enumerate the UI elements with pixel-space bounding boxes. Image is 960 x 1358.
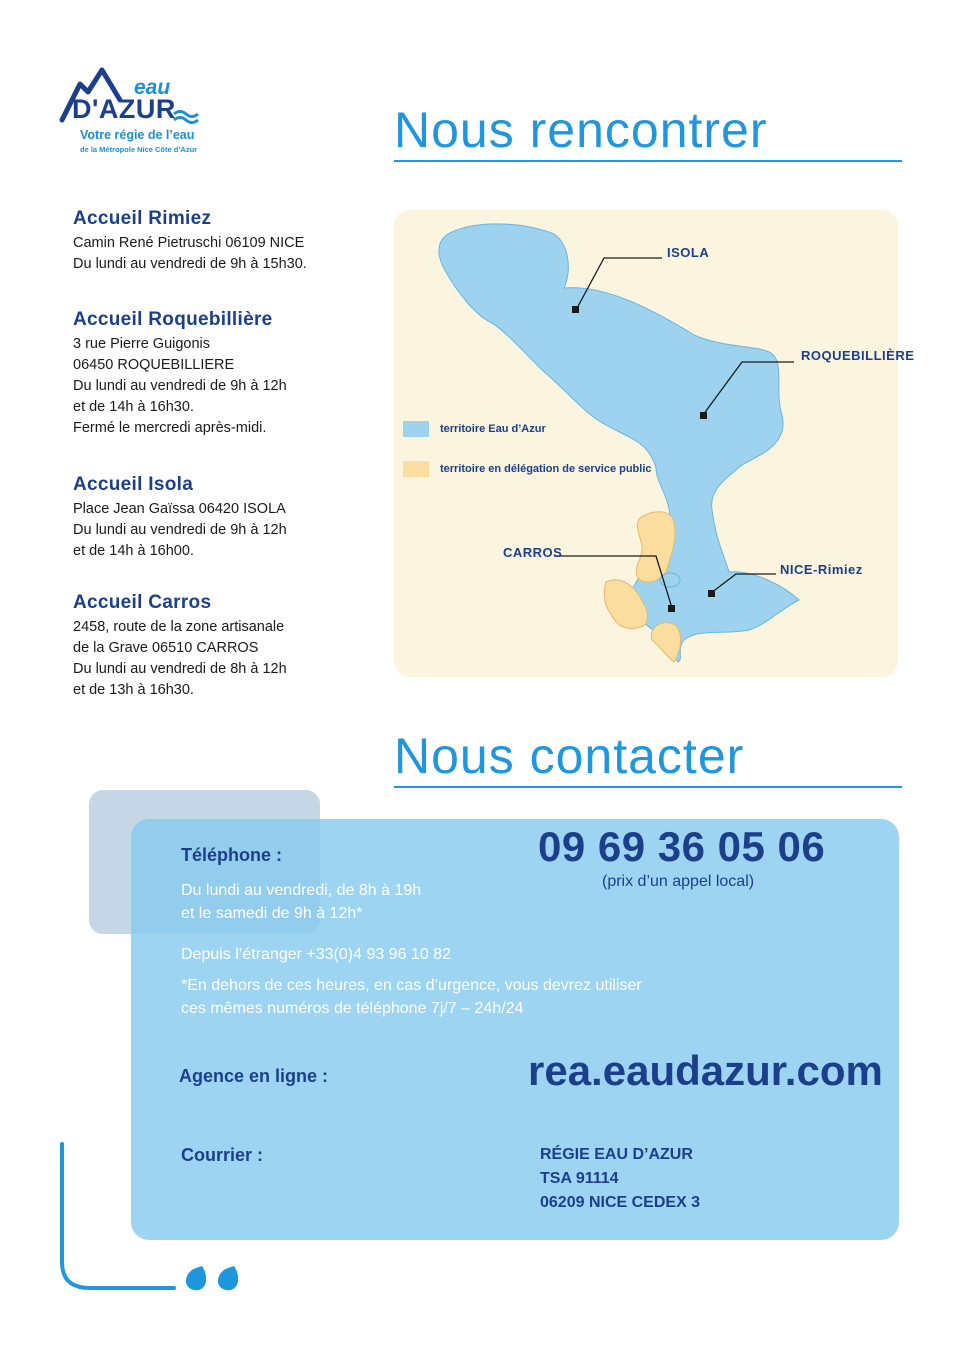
office-name: Accueil Carros — [73, 592, 212, 613]
office-line: Du lundi au vendredi de 9h à 12h — [73, 378, 287, 394]
abroad-phone: Depuis l’étranger +33(0)4 93 96 10 82 — [181, 946, 451, 963]
map-label-roquebilliere: ROQUEBILLIÈRE — [801, 348, 915, 363]
legend-label-delegation: territoire en délégation de service public — [440, 463, 652, 475]
website-link[interactable]: rea.eaudazur.com — [528, 1047, 883, 1094]
bottom-decoration — [56, 1140, 256, 1300]
territory-map — [394, 210, 915, 677]
delegation-territory-south — [651, 623, 680, 662]
office-line: Camin René Pietruschi 06109 NICE — [73, 235, 305, 251]
legend-swatch-delegation — [403, 461, 429, 477]
roquebilliere-marker — [700, 412, 707, 419]
logo — [58, 62, 218, 162]
office-line: Du lundi au vendredi de 9h à 15h30. — [73, 256, 307, 272]
office-line: Du lundi au vendredi de 9h à 12h — [73, 522, 287, 538]
carros-marker — [668, 605, 675, 612]
emergency-line-2: ces mêmes numéros de téléphone 7j/7 – 24h/24 — [181, 1000, 524, 1017]
address-line-2: TSA 91114 — [540, 1170, 619, 1187]
online-agency-label: Agence en ligne : — [179, 1066, 329, 1086]
office-line: Fermé le mercredi après-midi. — [73, 420, 267, 436]
office-roquebilliere — [73, 309, 373, 439]
nice-marker — [708, 590, 715, 597]
legend-label-eau: territoire Eau d’Azur — [440, 423, 546, 435]
address-line-1: RÉGIE EAU D’AZUR — [540, 1146, 693, 1163]
water-drop-icon — [186, 1266, 206, 1290]
office-isola — [73, 474, 373, 562]
corner-bracket-icon — [56, 1140, 256, 1300]
office-carros — [73, 592, 373, 701]
phone-note: (prix d’un appel local) — [602, 873, 755, 890]
office-line: et de 14h à 16h00. — [73, 543, 194, 559]
map-label-carros: CARROS — [503, 545, 563, 560]
section-title-contact: Nous contacter — [394, 728, 902, 788]
isola-marker — [572, 306, 579, 313]
section-title-meet: Nous rencontrer — [394, 102, 902, 162]
water-drop-icon — [218, 1266, 238, 1290]
office-name: Accueil Rimiez — [73, 208, 212, 229]
office-line: 3 rue Pierre Guigonis — [73, 336, 211, 352]
legend-swatch-eau — [403, 421, 429, 437]
mail-label: Courrier : — [181, 1145, 264, 1165]
phone-hours-line-1: Du lundi au vendredi, de 8h à 19h — [181, 882, 422, 899]
office-name: Accueil Roquebillière — [73, 309, 273, 330]
office-name: Accueil Isola — [73, 474, 194, 495]
office-line: Du lundi au vendredi de 8h à 12h — [73, 661, 287, 677]
logo-subtagline: de la Métropole Nice Côte d’Azur — [80, 145, 198, 154]
office-line: Place Jean Gaïssa 06420 ISOLA — [73, 501, 286, 517]
office-line: et de 13h à 16h30. — [73, 682, 194, 698]
office-line: de la Grave 06510 CARROS — [73, 640, 259, 656]
logo-brand-text: D'AZUR — [72, 94, 176, 124]
map-label-isola: ISOLA — [667, 245, 710, 260]
office-line: 2458, route de la zone artisanale — [73, 619, 285, 635]
phone-number-link[interactable]: 09 69 36 05 06 — [538, 823, 826, 870]
logo-tagline: Votre régie de l’eau — [80, 128, 195, 142]
office-rimiez — [73, 208, 373, 275]
emergency-line-1: *En dehors de ces heures, en cas d’urgence, vous devrez utiliser — [181, 977, 642, 994]
map-label-nice: NICE-Rimiez — [780, 562, 863, 577]
logo-eau-text: eau — [134, 76, 171, 99]
phone-label: Téléphone : — [181, 845, 283, 865]
office-line: 06450 ROQUEBILLIERE — [73, 357, 235, 373]
address-line-3: 06209 NICE CEDEX 3 — [540, 1194, 701, 1211]
territory-map-graphic — [394, 210, 898, 677]
phone-hours-line-2: et le samedi de 9h à 12h* — [181, 905, 363, 922]
office-line: et de 14h à 16h30. — [73, 399, 194, 415]
